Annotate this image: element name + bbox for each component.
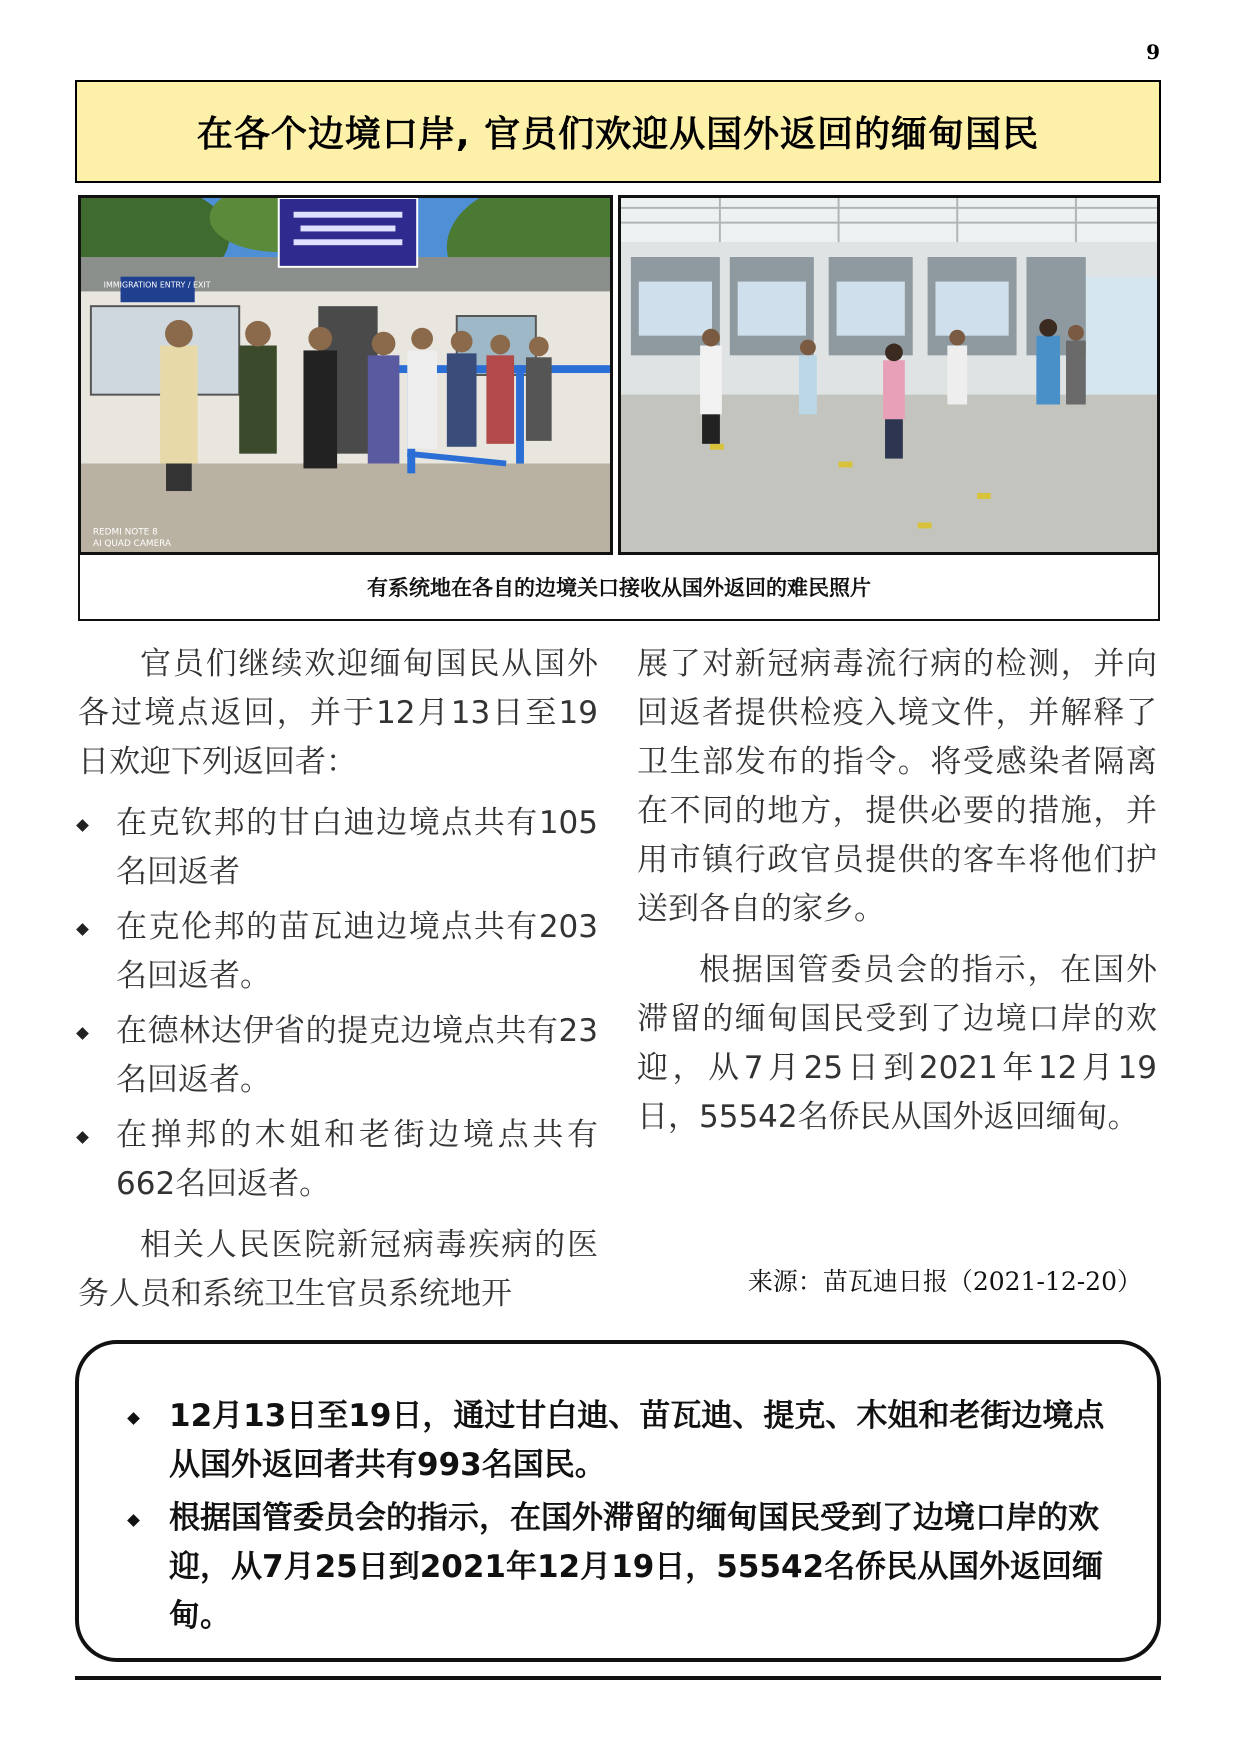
article-right-column [637, 640, 1157, 1154]
list-item [78, 903, 598, 1001]
camera-watermark-line2: AI QUAD CAMERA [92, 539, 172, 550]
list-item [78, 1007, 598, 1105]
checkpoint-illustration [81, 198, 610, 552]
list-item-text: 在德林达伊省的提克边境点共有23名回返者。 [116, 1013, 598, 1098]
returnee-bullet-list [78, 799, 598, 1209]
camera-watermark-line1: REDMI NOTE 8 [92, 527, 158, 538]
summary-box [75, 1340, 1161, 1662]
photo-caption: 有系统地在各自的边境关口接收从国外返回的难民照片 [78, 555, 1160, 621]
list-item-text: 在克钦邦的甘白迪边境点共有105名回返者 [116, 805, 598, 890]
summary-item-text: 根据国管委员会的指示，在国外滞留的缅甸国民受到了边境口岸的欢迎，从7月25日到2021年12月19日，55542名侨民从国外返回缅甸。 [169, 1500, 1104, 1634]
immigration-sign-text: IMMIGRATION ENTRY / EXIT [103, 280, 211, 290]
bottom-divider [75, 1676, 1161, 1680]
diamond-bullet-icon [76, 1027, 89, 1040]
summary-item [109, 1392, 1127, 1490]
photo-border-checkpoint [78, 195, 613, 555]
diamond-bullet-icon [127, 1412, 140, 1425]
summary-item [109, 1494, 1127, 1641]
title-banner [75, 80, 1161, 183]
diamond-bullet-icon [76, 923, 89, 936]
summary-item-text: 12月13日至19日，通过甘白迪、苗瓦迪、提克、木姐和老街边境点从国外返回者共有993名国民。 [169, 1398, 1105, 1483]
article-intro-paragraph: 官员们继续欢迎缅甸国民从国外各过境点返回，并于12月13日至19日欢迎下列返回者： [78, 646, 598, 780]
article-paragraph-continued: 展了对新冠病毒流行病的检测，并向回返者提供检疫入境文件，并解释了卫生部发布的指令。将受感染者隔离在不同的地方，提供必要的措施，并用市镇行政官员提供的客车将他们护送到各自的家乡。 [637, 646, 1157, 927]
page-title: 在各个边境口岸, 官员们欢迎从国外返回的缅甸国民 [196, 114, 1040, 155]
list-item [78, 799, 598, 897]
article-paragraph-3: 根据国管委员会的指示，在国外滞留的缅甸国民受到了边境口岸的欢迎，从7月25日到2021年12月19日，55542名侨民从国外返回缅甸。 [637, 952, 1157, 1135]
list-item-text: 在克伦邦的苗瓦迪边境点共有203名回返者。 [116, 909, 598, 994]
diamond-bullet-icon [76, 1131, 89, 1144]
diamond-bullet-icon [127, 1514, 140, 1527]
article-source: 来源：苗瓦迪日报（2021-12-20） [747, 1267, 1142, 1296]
list-item-text: 在掸邦的木姐和老街边境点共有662名回返者。 [116, 1117, 598, 1202]
page-number: 9 [1146, 40, 1160, 64]
article-left-column [78, 640, 598, 1331]
diamond-bullet-icon [76, 819, 89, 832]
photo-arrival-hall [618, 195, 1160, 555]
list-item [78, 1111, 598, 1209]
article-paragraph-2: 相关人民医院新冠病毒疾病的医务人员和系统卫生官员系统地开 [78, 1227, 598, 1312]
arrival-hall-illustration [621, 198, 1157, 552]
summary-list [109, 1392, 1127, 1641]
